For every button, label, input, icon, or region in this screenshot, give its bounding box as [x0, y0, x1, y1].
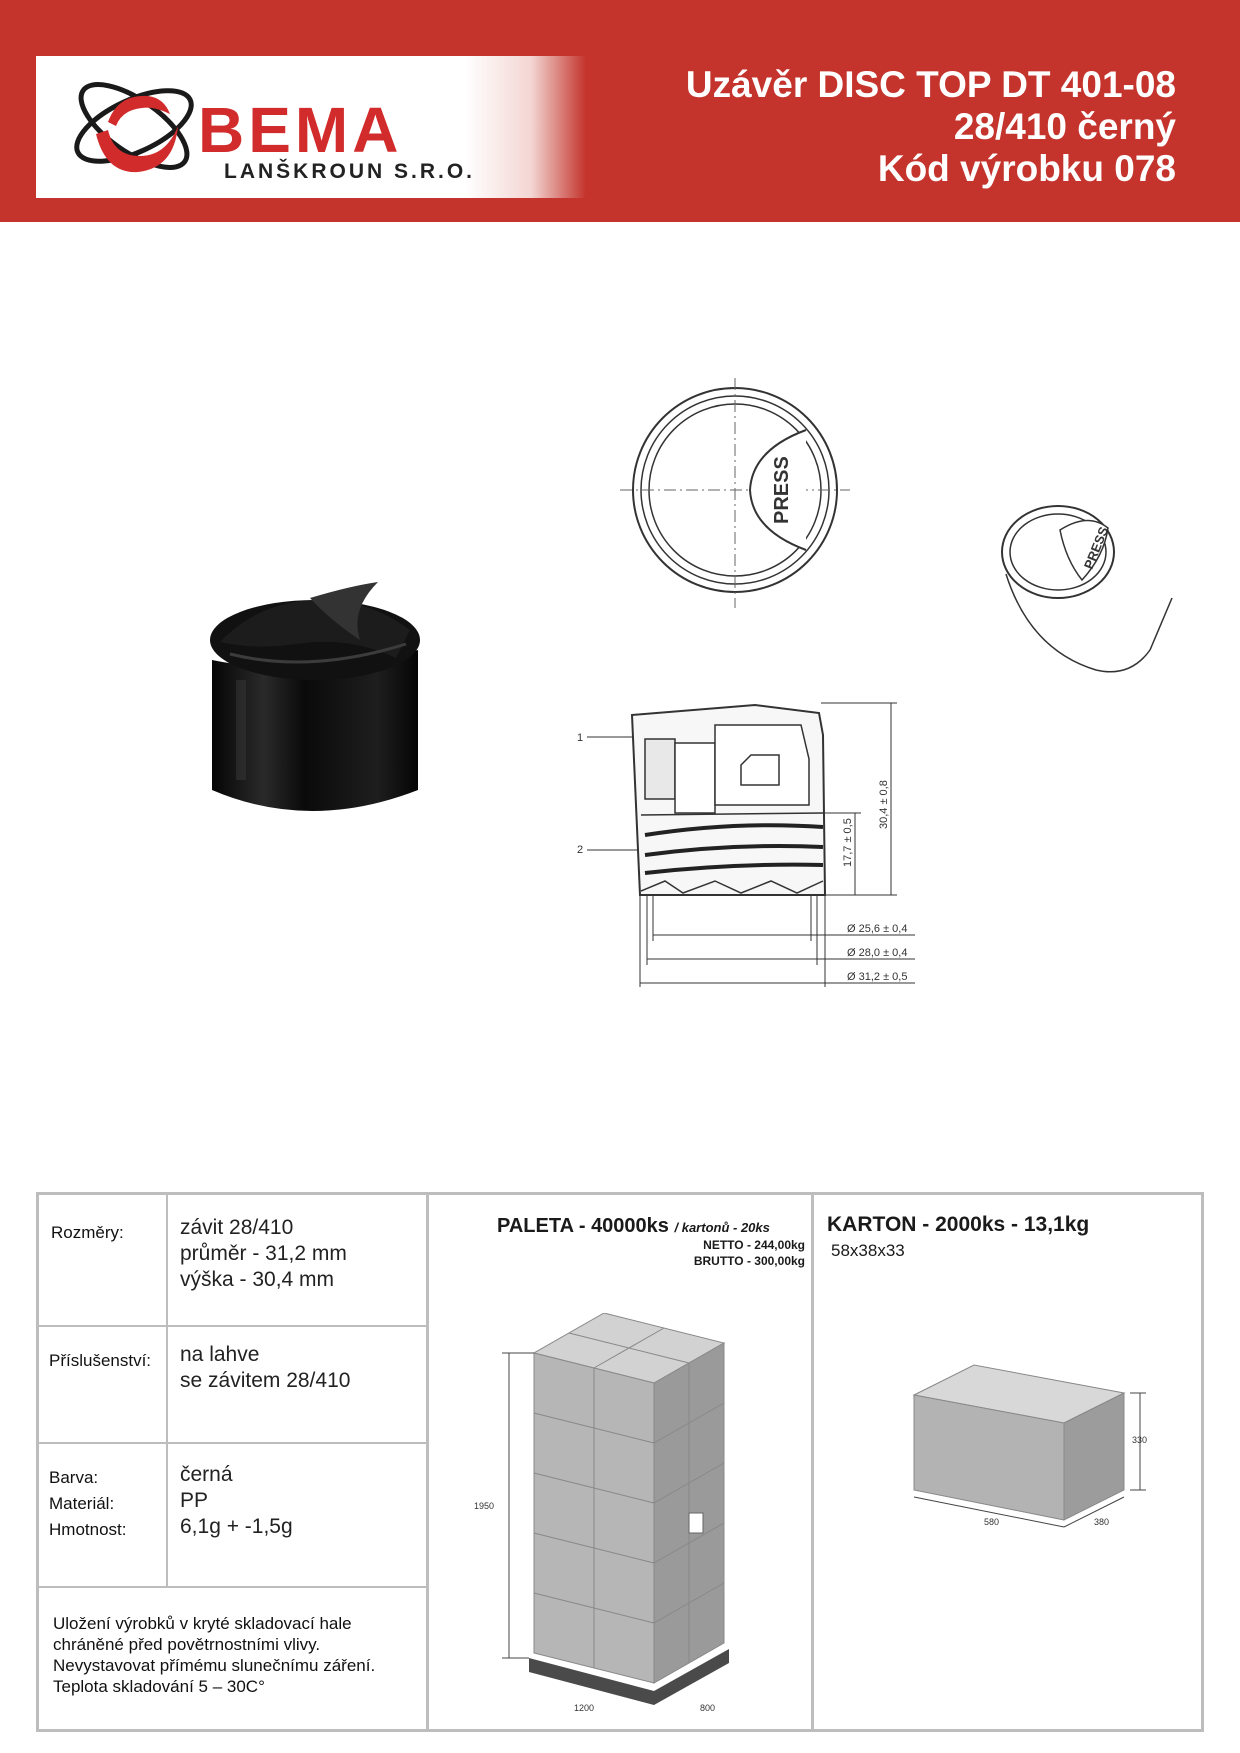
table-divider: [426, 1195, 429, 1729]
pallet-illustration: [464, 1313, 764, 1713]
dim-total-height: 30,4 ± 0,8: [878, 780, 890, 829]
header-banner: [0, 0, 1240, 222]
brand-name: BEMA: [198, 94, 403, 166]
brand-subtitle: LANŠKROUN S.R.O.: [224, 160, 476, 183]
pallet-dim-width: 800: [700, 1703, 716, 1713]
product-photo: [200, 570, 440, 850]
callout-1: 1: [577, 732, 584, 744]
label-rozmery: Rozměry:: [51, 1223, 124, 1242]
table-divider: [39, 1325, 427, 1327]
value-material: PP: [180, 1489, 209, 1512]
storage-note: [53, 1613, 375, 1697]
value-vyska: výška - 30,4 mm: [180, 1268, 335, 1291]
label-prislusenstvi: Příslušenství:: [49, 1351, 152, 1370]
label-hmotnost: Hmotnost:: [49, 1520, 127, 1539]
dim-diameter-2: Ø 28,0 ± 0,4: [847, 947, 908, 959]
table-divider: [39, 1586, 427, 1588]
value-prumer: průměr - 31,2 mm: [180, 1242, 347, 1265]
label-material: Materiál:: [49, 1494, 115, 1513]
table-divider: [811, 1195, 814, 1729]
product-title: [686, 64, 1176, 190]
storage-line: Uložení výrobků v kryté skladovací hale: [53, 1614, 352, 1633]
title-line-1: Uzávěr DISC TOP DT 401-08: [685, 64, 1176, 105]
logo-panel: [36, 56, 586, 198]
section-view-drawing: [565, 695, 925, 995]
pallet-title: [497, 1215, 770, 1238]
pallet-netto: NETTO - 244,00kg: [703, 1238, 805, 1252]
carton-size: 58x38x33: [831, 1241, 905, 1260]
carton-dim-width: 380: [1094, 1517, 1110, 1527]
press-label: PRESS: [771, 456, 793, 524]
bema-logo-icon: [56, 64, 216, 194]
pallet-title-text: PALETA - 40000ks: [497, 1215, 669, 1237]
carton-dim-length: 580: [984, 1517, 1000, 1527]
title-line-3: Kód výrobku 078: [877, 148, 1176, 189]
value-hmotnost: 6,1g + -1,5g: [180, 1515, 293, 1538]
table-divider: [166, 1195, 168, 1588]
value-zavit: závit 28/410: [180, 1216, 294, 1239]
value-prislusenstvi: [180, 1342, 350, 1394]
value-prislusenstvi-line: na lahve: [180, 1343, 260, 1366]
value-rozmery: [180, 1215, 347, 1293]
value-prislusenstvi-line: se závitem 28/410: [180, 1369, 351, 1392]
carton-title: KARTON - 2000ks - 13,1kg: [827, 1213, 1090, 1236]
press-label-small: PRESS: [1080, 524, 1112, 572]
table-divider: [39, 1442, 427, 1444]
pallet-title-small: / kartonů - 20ks: [674, 1220, 770, 1235]
carton-illustration: [894, 1335, 1154, 1535]
top-view-drawing: [620, 378, 850, 608]
carton-dim-height: 330: [1132, 1435, 1148, 1445]
dim-thread-height: 17,7 ± 0,5: [842, 818, 854, 867]
storage-line: chráněné před povětrnostními vlivy.: [53, 1635, 321, 1654]
pallet-weights: [599, 1237, 805, 1269]
spec-table: [36, 1192, 1204, 1732]
callout-2: 2: [577, 844, 584, 856]
dim-diameter-3: Ø 31,2 ± 0,5: [847, 971, 908, 983]
label-barva: Barva:: [49, 1468, 99, 1487]
value-barva: černá: [180, 1463, 233, 1486]
title-line-2: 28/410 černý: [953, 106, 1176, 147]
perspective-sketch: [1000, 500, 1190, 680]
pallet-dim-height: 1950: [474, 1501, 495, 1511]
storage-line: Nevystavovat přímému slunečnímu záření.: [53, 1656, 376, 1675]
pallet-dim-length: 1200: [574, 1703, 595, 1713]
pallet-brutto: BRUTTO - 300,00kg: [693, 1254, 805, 1268]
storage-line: Teplota skladování 5 – 30C°: [53, 1677, 265, 1696]
dim-diameter-1: Ø 25,6 ± 0,4: [847, 923, 908, 935]
